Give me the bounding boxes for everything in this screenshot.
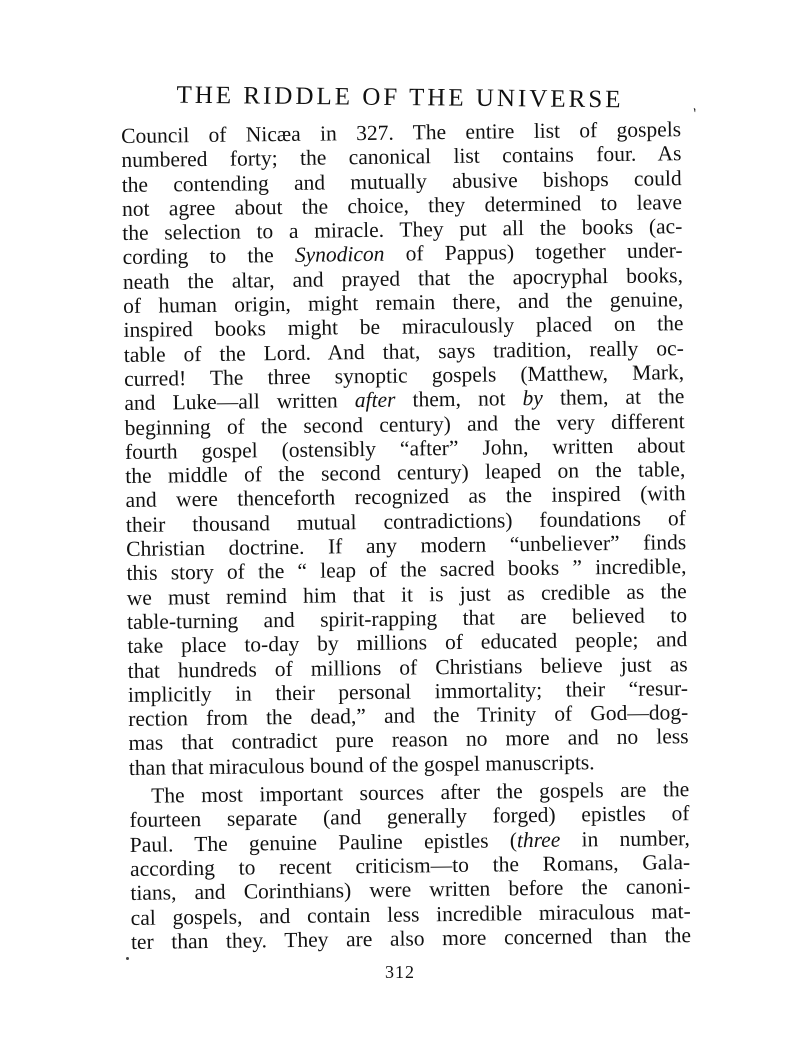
text-line: cording to the Synodicon of Pappus) together under- [122,238,683,270]
text-line: their thousand mutual contradictions) foundations of [125,505,687,537]
text-line: tians, and Corinthians) were written before the canoni- [130,874,691,906]
text-line: cal gospels, and contain less incredible miraculous mat- [130,898,691,930]
ink-speck [126,957,129,960]
text-line: the middle of the second century) leaped on the table, [125,457,686,489]
text-line: table-turning and spirit-rapping that are believed to [126,603,688,634]
text-line: rection from the dead,” and the Trinity of God—dog- [128,700,689,732]
text-line: Christian doctrine. If any modern “unbeliever” finds [126,530,687,562]
text-line: of human origin, might remain there, and the genuine, [123,287,684,319]
text-line: inspired books might be miraculously placed on the [123,311,684,343]
text-line: the selection to a miracle. They put all the books (ac- [122,214,683,246]
text-line: take place to-day by millions of educated people; and [127,627,688,659]
text-line: fourteen separate (and generally forged) epistles of [129,801,690,833]
text-line: implicitly in their personal immortality; their “resur- [127,675,689,707]
text-line: and Luke—all written after them, not by them, at the [124,384,685,416]
stray-ink-mark: ` [682,104,701,124]
text-line: that hundreds of millions of Christians believe just as [127,651,688,683]
page-number: 312 [385,962,415,982]
text-line: and were thenceforth recognized as the inspired (with [125,481,686,513]
text-line: neath the altar, and prayed that the apocryphal books, [122,262,684,294]
text-line: mas that contradict pure reason no more and no less [128,724,689,756]
text-line: table of the Lord. And that, says tradition, really oc- [123,335,684,367]
text-line: numbered forty; the canonical list contains four. As [121,141,682,173]
text-line: ter than they. They are also more concerned than the [130,922,692,954]
text-line: curred! The three synoptic gospels (Matthew, Mark, [123,360,685,391]
text-line: beginning of the second century) and the very different [124,408,685,440]
text-line: than that miraculous bound of the gospel manuscripts. [128,749,595,780]
text-line: not agree about the choice, they determined to leave [121,190,683,221]
text-line: we must remind him that it is just as credible as the [126,578,687,610]
text-line: this story of the “ leap of the sacred books ” incredible, [126,554,687,586]
text-line: fourth gospel (ostensibly “after” John, written about [124,432,686,464]
text-line: Paul. The genuine Pauline epistles (three in number, [129,825,690,857]
body-text [121,117,691,954]
text-line: Council of Nicæa in 327. The entire list of gospels [121,117,682,148]
text-line: The most important sources after the gospels are the [151,777,690,808]
text-line: according to recent criticism—to the Romans, Gala- [129,850,691,881]
running-head: THE RIDDLE OF THE UNIVERSE [176,81,624,114]
text-line: the contending and mutually abusive bishops could [121,165,682,197]
